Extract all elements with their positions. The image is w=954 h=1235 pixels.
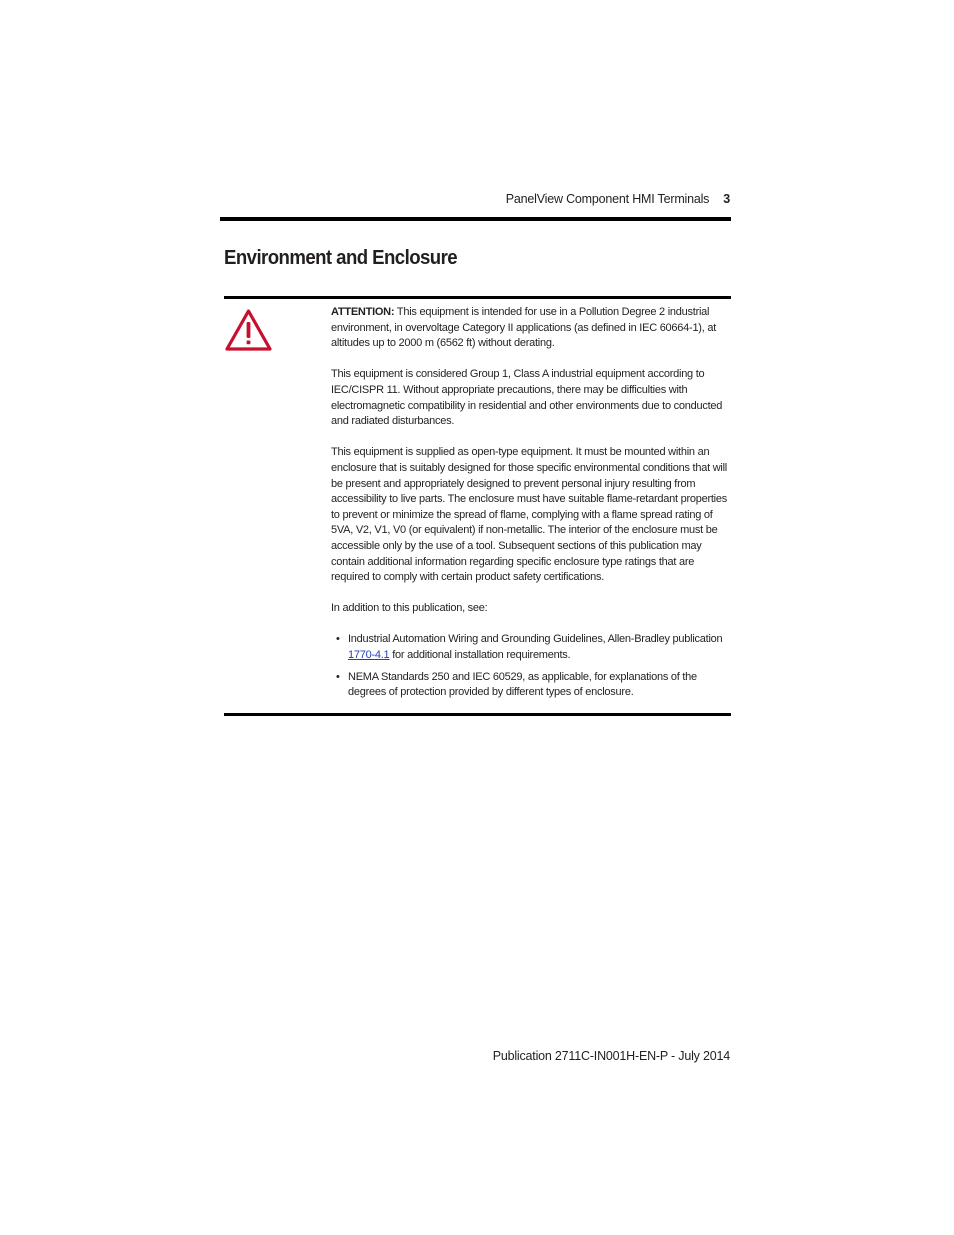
running-header bbox=[400, 192, 730, 210]
section-title: Environment and Enclosure bbox=[224, 247, 458, 269]
bullet-icon: • bbox=[336, 670, 340, 683]
attention-paragraph-1 bbox=[331, 305, 733, 352]
list-item bbox=[331, 670, 733, 701]
reference-list bbox=[331, 632, 733, 700]
attention-label: ATTENTION: bbox=[331, 306, 395, 318]
list-item-text: NEMA Standards 250 and IEC 60529, as applicable, for explanations of the degrees of protection provided by different types of enclosure. bbox=[348, 670, 697, 699]
attention-paragraph-2: This equipment is considered Group 1, Class A industrial equipment according to IEC/CISPR 11. Without appropriate precautions, there may be difficulties with electromagnetic compatibility in residential and other environments due to conducted and radiated disturbances. bbox=[331, 368, 723, 428]
attention-rule-top bbox=[224, 296, 731, 299]
attention-notice bbox=[331, 305, 733, 707]
list-item bbox=[331, 632, 733, 663]
list-item-text-after: for additional installation requirements. bbox=[389, 649, 571, 662]
bullet-icon: • bbox=[336, 633, 340, 646]
publication-footer: Publication 2711C-IN001H-EN-P - July 2014 bbox=[492, 1049, 730, 1063]
header-rule bbox=[220, 217, 731, 221]
publication-link[interactable]: 1770-4.1 bbox=[348, 649, 390, 662]
running-header-title: PanelView Component HMI Terminals bbox=[505, 192, 710, 206]
page-number: 3 bbox=[723, 192, 730, 206]
warning-triangle-icon bbox=[225, 309, 272, 351]
attention-rule-bottom bbox=[224, 713, 731, 716]
attention-paragraph-3: This equipment is supplied as open-type equipment. It must be mounted within an enclosure that is suitably designed for those specific environmental conditions that will be present and appropriately designed to prevent personal injury resulting from accessibility to live parts. The enclosure must have suitable flame-retardant properties to prevent or minimize the spread of flame, complying with a flame spread rating of 5VA, V2, V1, V0 (or equivalent) if non-metallic. The interior of the enclosure must be accessible only by the use of a tool. Subsequent sections of this publication may contain additional information regarding specific enclosure type ratings that are required to comply with certain product safety certifications. bbox=[331, 446, 727, 584]
attention-text: This equipment is intended for use in a Pollution Degree 2 industrial environment, in overvoltage Category II applications (as defined in IEC 60664-1), at altitudes up to 2000 m (6562 ft) without derating. bbox=[331, 306, 717, 350]
attention-paragraph-4: In addition to this publication, see: bbox=[331, 602, 488, 615]
list-item-text-before: Industrial Automation Wiring and Grounding Guidelines, Allen-Bradley publication bbox=[348, 633, 723, 646]
